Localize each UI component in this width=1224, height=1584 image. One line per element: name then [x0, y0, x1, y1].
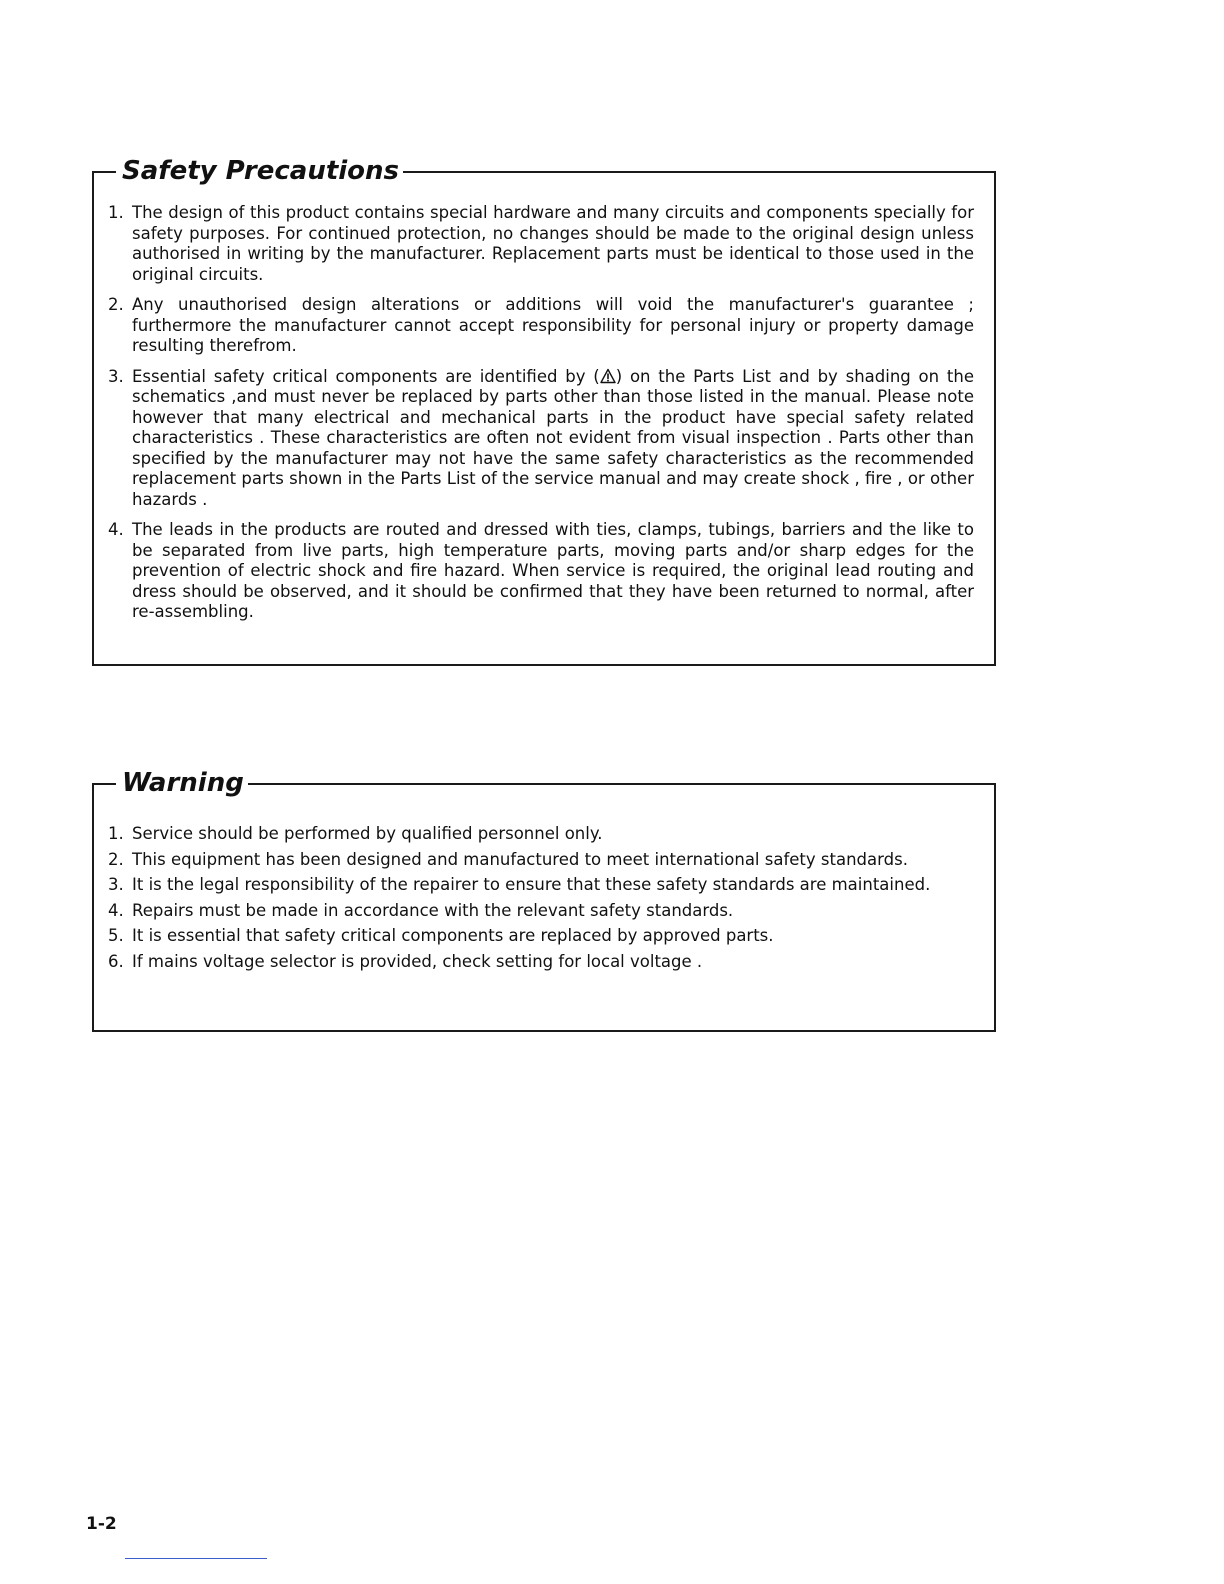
warning-item-text: If mains voltage selector is provided, check setting for local voltage . [132, 951, 703, 971]
safety-item-number: 4. [108, 520, 124, 539]
warning-item-3 [108, 875, 974, 896]
warning-title: Warning [122, 765, 248, 801]
warning-item-number: 1. [108, 824, 124, 843]
safety-item-number: 1. [108, 203, 124, 222]
warning-item-number: 5. [108, 926, 124, 945]
warning-item-1 [108, 824, 974, 845]
safety-precautions-list [108, 203, 974, 633]
warning-item-text: Repairs must be made in accordance with the relevant safety standards. [132, 900, 734, 920]
safety-item-text: The design of this product contains special hardware and many circuits and components specially for safety purposes. For continued protection, no changes should be made to the original design unless authorised in writing by the manufacturer. Replacement parts must be identical to those used in the original circuits. [132, 203, 974, 284]
warning-item-number: 3. [108, 875, 124, 894]
warning-item-number: 6. [108, 951, 124, 971]
warning-item-text: This equipment has been designed and manufactured to meet international safety standards. [132, 849, 908, 869]
page-number: 1-2 [86, 1514, 117, 1534]
warning-item-4 [108, 901, 974, 922]
safety-item-2 [108, 295, 974, 357]
safety-item-1 [108, 203, 974, 285]
safety-item-number: 2. [108, 295, 124, 314]
warning-item-text: Service should be performed by qualified personnel only. [132, 824, 603, 843]
safety-item-text: The leads in the products are routed and dressed with ties, clamps, tubings, barriers and the like to be separated from live parts, high temperature parts, moving parts and/or sharp edges for the prevention of electric shock and fire hazard. When service is required, the original lead routing and dress should be observed, and it should be confirmed that they have been returned to normal, after re-assembling. [132, 520, 974, 621]
safety-item-text-after-icon: ) on the Parts List and by shading on the schematics ,and must never be replaced by parts other than those listed in the manual. Please note however that many electrical and mechanical parts in the product have special safety related characteristics . These characteristics are often not evident from visual inspection . Parts other than specified by the manufacturer may not have the same safety characteristics as the recommended replacement parts shown in the Parts List of the service manual and may create shock , fire , or other hazards . [132, 366, 974, 509]
warning-triangle-icon [600, 368, 616, 384]
safety-item-text-before-icon: Essential safety critical components are identified by ( [132, 366, 600, 386]
warning-title-tail-line [242, 783, 996, 785]
warning-item-text: It is essential that safety critical components are replaced by approved parts. [132, 926, 774, 945]
safety-item-3 [108, 367, 974, 511]
safety-item-4 [108, 520, 974, 623]
warning-item-number: 2. [108, 849, 124, 869]
safety-item-number: 3. [108, 366, 124, 386]
warning-item-number: 4. [108, 900, 124, 920]
safety-precautions-title: Safety Precautions [122, 153, 403, 189]
safety-item-text: Any unauthorised design alterations or additions will void the manufacturer's guarantee ; furthermore the manufacturer cannot accept responsibility for personal injury or property damage resulting therefrom. [132, 295, 974, 355]
safety-title-tail-line [360, 171, 996, 173]
warning-section [92, 768, 996, 1032]
safety-title-lead-line [92, 171, 116, 173]
warning-title-lead-line [92, 783, 116, 785]
footer-rule [125, 1558, 267, 1559]
warning-item-6 [108, 952, 974, 973]
warning-item-5 [108, 926, 974, 947]
warning-item-2 [108, 850, 974, 871]
warning-list [108, 824, 974, 977]
warning-item-text: It is the legal responsibility of the repairer to ensure that these safety standards are maintained. [132, 875, 931, 894]
safety-precautions-section [92, 156, 996, 666]
